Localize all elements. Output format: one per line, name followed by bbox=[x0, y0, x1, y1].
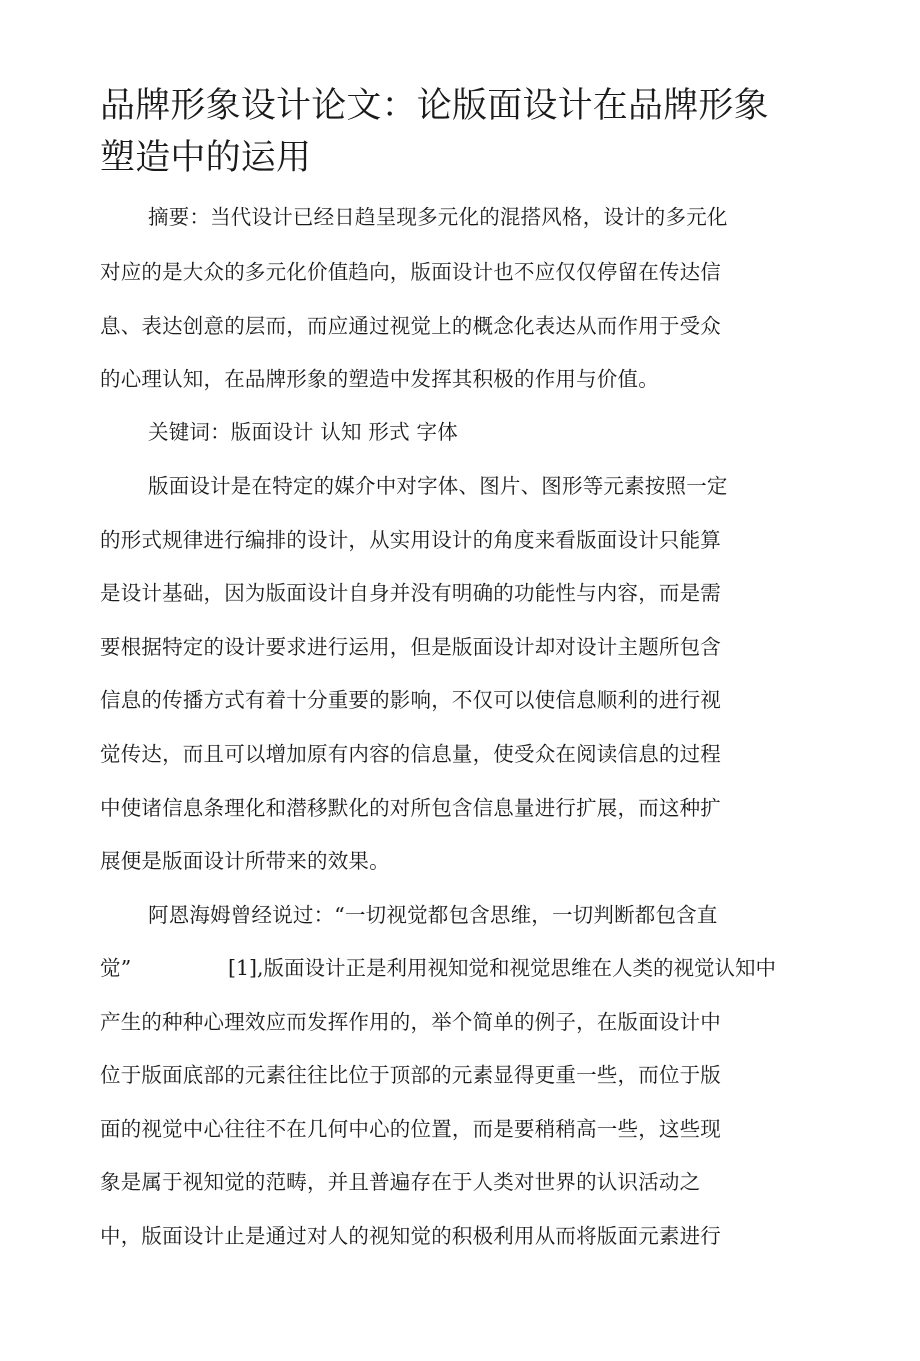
article-title bbox=[100, 80, 820, 184]
paragraph2-line-3: 产生的种种心理效应而发挥作用的，举个简单的例子，在版面设计中 bbox=[100, 1010, 721, 1034]
title-line-2: 塑造中的运用 bbox=[100, 138, 312, 178]
keywords-line: 关键词：版面设计 认知 形式 字体 bbox=[148, 420, 458, 444]
paragraph1-line-5: 信息的传播方式有着十分重要的影响，不仅可以使信息顺利的进行视 bbox=[100, 688, 721, 712]
paragraph1-line-1: 版面设计是在特定的媒介中对字体、图片、图形等元素按照一定 bbox=[148, 474, 728, 498]
paragraph2-line-6: 象是属于视知觉的范畴，并且普遍存在于人类对世界的认识活动之 bbox=[100, 1170, 701, 1194]
paragraph2-line-1: 阿恩海姆曾经说过：“一切视觉都包含思维，一切判断都包含直 bbox=[148, 903, 718, 927]
abstract-line-4: 的心理认知，在品牌形象的塑造中发挥其积极的作用与价值。 bbox=[100, 367, 659, 391]
paragraph2-line-5: 面的视觉中心往往不在几何中心的位置，而是要稍稍高一些，这些现 bbox=[100, 1117, 721, 1141]
abstract-line-3: 息、表达创意的层而，而应通过视觉上的概念化表达从而作用于受众 bbox=[100, 314, 721, 338]
paragraph1-line-6: 觉传达，而且可以增加原有内容的信息量，使受众在阅读信息的过程 bbox=[100, 742, 721, 766]
title-line-1: 品牌形象设计论文：论版面设计在品牌形象 bbox=[100, 86, 769, 126]
paragraph1-line-7: 中使诸信息条理化和潜移默化的对所包含信息量进行扩展，而这种扩 bbox=[100, 796, 721, 820]
abstract-line-1: 摘要：当代设计已经日趋呈现多元化的混搭风格，设计的多元化 bbox=[148, 205, 728, 229]
abstract-line-2: 对应的是大众的多元化价值趋向，版面设计也不应仅仅停留在传达信 bbox=[100, 260, 721, 284]
paragraph1-line-4: 要根据特定的设计要求进行运用，但是版面设计却对设计主题所包含 bbox=[100, 635, 721, 659]
paragraph2-line-7: 中，版面设计止是通过对人的视知觉的积极利用从而将版面元素进行 bbox=[100, 1224, 721, 1248]
paragraph1-line-3: 是设计基础，因为版面设计自身并没有明确的功能性与内容，而是需 bbox=[100, 581, 721, 605]
paragraph2-line-2-citation: [1],版面设计正是利用视知觉和视觉思维在人类的视觉认知中 bbox=[228, 956, 777, 980]
paragraph1-line-8: 展便是版面设计所带来的效果。 bbox=[100, 849, 390, 873]
paragraph1-line-2: 的形式规律进行编排的设计，从实用设计的角度来看版面设计只能算 bbox=[100, 528, 721, 552]
paragraph2-line-2-start: 觉” bbox=[100, 956, 132, 980]
paragraph2-line-4: 位于版面底部的元素往往比位于顶部的元素显得更重一些，而位于版 bbox=[100, 1063, 721, 1087]
